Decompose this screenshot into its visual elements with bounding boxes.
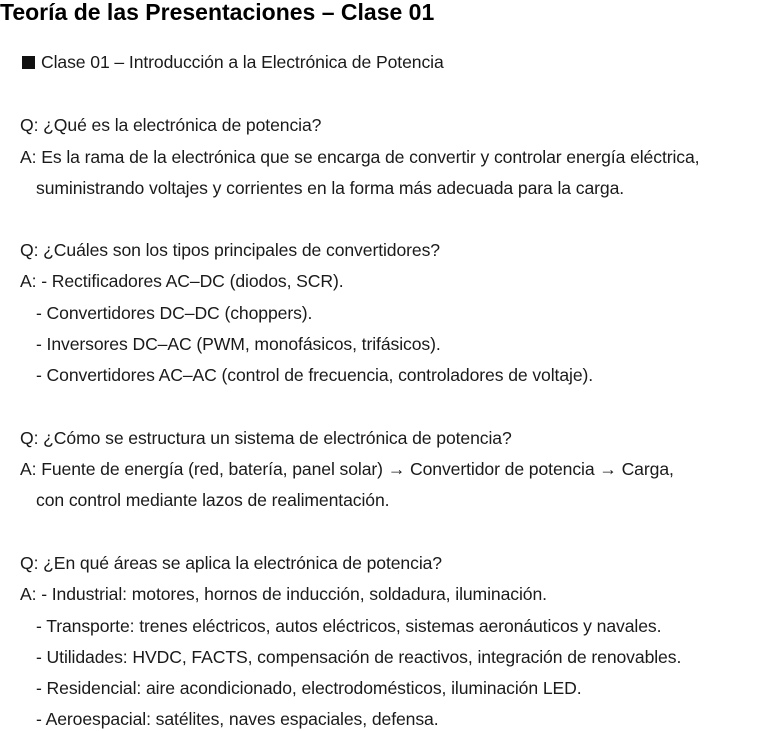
answer-4-line-2: - Transporte: trenes eléctricos, autos eléctricos, sistemas aeronáuticos y navales. — [36, 616, 662, 636]
question-1: Q: ¿Qué es la electrónica de potencia? — [20, 115, 322, 135]
question-3: Q: ¿Cómo se estructura un sistema de electrónica de potencia? — [20, 428, 512, 448]
answer-4-line-1: A: - Industrial: motores, hornos de inducción, soldadura, iluminación. — [20, 584, 547, 604]
section-heading — [22, 50, 444, 74]
answer-2-line-4: - Convertidores AC–AC (control de frecuencia, controladores de voltaje). — [36, 365, 594, 385]
answer-2-line-1: A: - Rectificadores AC–DC (diodos, SCR). — [20, 271, 344, 291]
answer-4-line-5: - Aeroespacial: satélites, naves espaciales, defensa. — [36, 709, 439, 729]
answer-3-line-2: con control mediante lazos de realimentación. — [36, 490, 390, 510]
answer-4-line-3: - Utilidades: HVDC, FACTS, compensación de reactivos, integración de renovables. — [36, 647, 682, 667]
section-heading-text: Clase 01 – Introducción a la Electrónica de Potencia — [41, 52, 444, 72]
square-bullet-icon — [22, 56, 35, 69]
answer-2-line-2: - Convertidores DC–DC (choppers). — [36, 303, 313, 323]
document-title: Teoría de las Presentaciones – Clase 01 — [0, 0, 435, 25]
answer-1-line-1: A: Es la rama de la electrónica que se encarga de convertir y controlar energía eléctrica, — [20, 147, 700, 167]
answer-2-line-3: - Inversores DC–AC (PWM, monofásicos, trifásicos). — [36, 334, 441, 354]
question-2: Q: ¿Cuáles son los tipos principales de convertidores? — [20, 240, 440, 260]
answer-1-line-2: suministrando voltajes y corrientes en la forma más adecuada para la carga. — [36, 178, 625, 198]
answer-4-line-4: - Residencial: aire acondicionado, electrodomésticos, iluminación LED. — [36, 678, 582, 698]
answer-3-line-1: A: Fuente de energía (red, batería, panel solar) → Convertidor de potencia → Carga, — [20, 459, 674, 479]
question-4: Q: ¿En qué áreas se aplica la electrónica de potencia? — [20, 553, 442, 573]
